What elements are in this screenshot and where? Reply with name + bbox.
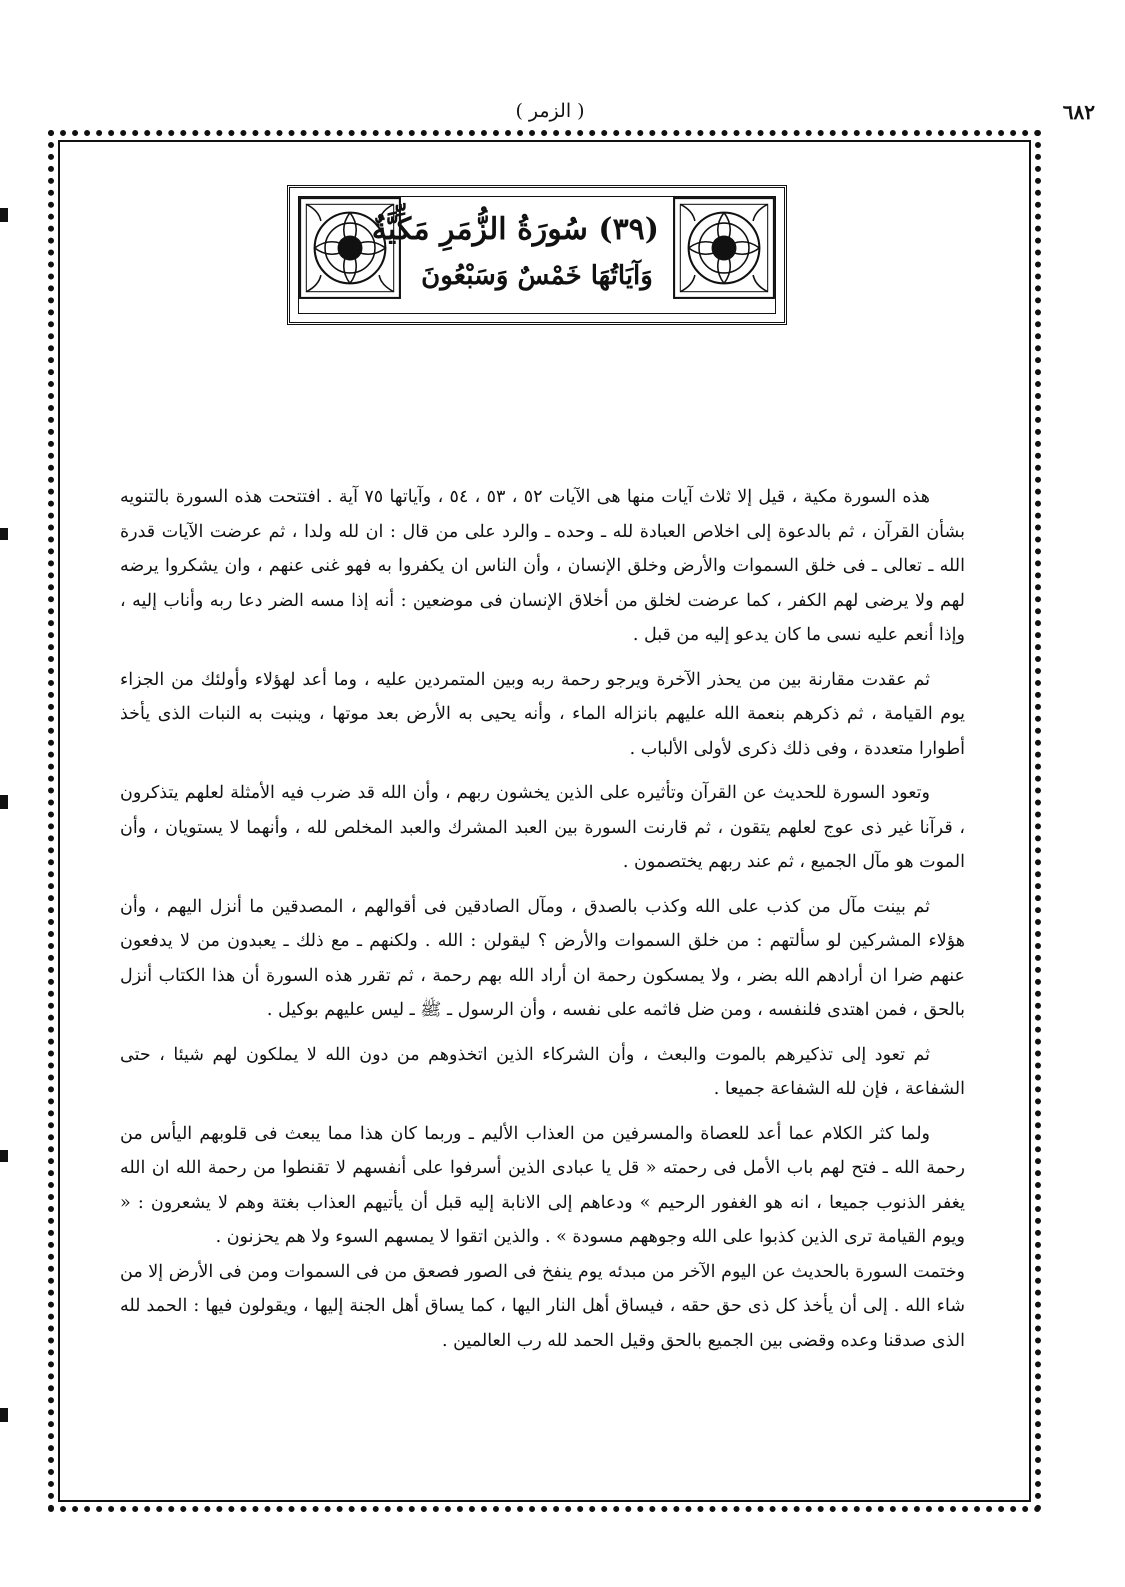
surah-verse-count: وَآيَاتُهَا خَمْسٌ وَسَبْعُونَ bbox=[421, 261, 653, 291]
running-title: ( الزمر ) bbox=[515, 100, 585, 122]
page-number: ٦٨٢ bbox=[1062, 100, 1095, 124]
margin-mark bbox=[0, 208, 8, 222]
paragraph: ولما كثر الكلام عما أعد للعصاة والمسرفين من العذاب الأليم ـ وربما كان هذا مما يبعث فى قلوبهم اليأس من رحمة الله ـ فتح لهم باب الأمل فى رحمته « قل يا عبادى الذين أسرفوا على أنفسهم لا تقنطوا من رحمة الله ان الله يغفر الذنوب جميعا ، انه هو الغفور الرحيم » ودعاهم إلى الانابة إليه قبل أن يأتيهم العذاب بغتة وهم لا يشعرون : « ويوم القيامة ترى الذين كذبوا على الله وجوههم مسودة » . والذين اتقوا لا يمسهم السوء ولا هم يحزنون . bbox=[120, 1123, 965, 1247]
paragraph: هذه السورة مكية ، قيل إلا ثلاث آيات منها هى الآيات ٥٢ ، ٥٣ ، ٥٤ ، وآياتها ٧٥ آية . افتتحت هذه السورة بالتنويه بشأن القرآن ، ثم بالدعوة إلى اخلاص العبادة لله ـ وحده ـ والرد على من قال : ان لله ولدا ، ثم عرضت الآيات قدرة الله ـ تعالى ـ فى خلق السموات والأرض وخلق الإنسان ، وأن الناس ان يكفروا به فهو غنى عنهم ، وان يشكروا يرضه لهم ولا يرضى لهم الكفر ، كما عرضت لخلق من أخلاق الإنسان فى موضعين : أنه إذا مسه الضر دعا ربه وأناب إليه ، وإذا أنعم عليه نسى ما كان يدعو إليه من قبل . bbox=[120, 487, 965, 645]
paragraph: ثم عقدت مقارنة بين من يحذر الآخرة ويرجو رحمة ربه وبين المتمردين عليه ، وما أعد لهؤلاء وأولئك من الجزاء يوم القيامة ، ثم ذكرهم بنعمة الله عليهم بانزاله الماء ، وأنه يحيى به الأرض بعد موتها ، وينبت به النبات الذى يأخذ أطوارا متعددة ، وفى ذلك ذكرى لأولى الألباب . bbox=[120, 669, 965, 759]
surah-title-area bbox=[371, 206, 659, 308]
margin-mark bbox=[0, 528, 8, 540]
paragraph: وتعود السورة للحديث عن القرآن وتأثيره على الذين يخشون ربهم ، وأن الله قد ضرب فيه الأمثلة لعلهم يتذكرون ، قرآنا غير ذى عوج لعلهم يتقون ، ثم قارنت السورة بين العبد المشرك والعبد المخلص لله ، وأنهما لا يستويان ، وأن الموت هو مآل الجميع ، ثم عند ربهم يختصمون . bbox=[120, 783, 965, 872]
surah-title: (٣٩) سُورَةُ الزُّمَرِ مَكِّيَّةٌ bbox=[371, 212, 659, 247]
paragraph: ثم بينت مآل من كذب على الله وكذب بالصدق ، ومآل الصادقين فى أقوالهم ، المصدقين ما أنزل اليهم ، وأن هؤلاء المشركين لو سألتهم : من خلق السموات والأرض ؟ ليقولن : الله . ولكنهم ـ مع ذلك ـ يعبدون من لا يدفعون عنهم ضرا ان أرادهم الله بضر ، ولا يمسكون رحمة ان أراد الله بهم رحمة ، ثم تقرر هذه السورة أن هذا الكتاب أنزل بالحق ، فمن اهتدى فلنفسه ، ومن ضل فاثمه على نفسه ، وأن الرسول ـ ﷺ ـ ليس عليهم بوكيل . bbox=[120, 896, 965, 1020]
surah-header-panel bbox=[287, 185, 787, 325]
margin-mark bbox=[0, 795, 8, 809]
margin-mark bbox=[0, 1408, 8, 1422]
paragraph: ثم تعود إلى تذكيرهم بالموت والبعث ، وأن الشركاء الذين اتخذوهم من دون الله لا يملكون لهم شيئا ، حتى الشفاعة ، فإن لله الشفاعة جميعا . bbox=[120, 1044, 965, 1099]
arabesque-ornament-icon bbox=[672, 196, 776, 300]
surah-introduction-text bbox=[120, 480, 965, 1368]
margin-mark bbox=[0, 1150, 8, 1162]
paragraph: وختمت السورة بالحديث عن اليوم الآخر من مبدئه يوم ينفخ فى الصور فصعق من فى السموات ومن فى الأرض إلا من شاء الله . إلى أن يأخذ كل ذى حق حقه ، فيساق أهل النار اليها ، كما يساق أهل الجنة إليها ، ويقولون فيها : الحمد لله الذى صدقنا وعده وقضى بين الجميع بالحق وقيل الحمد لله رب العالمين . bbox=[120, 1261, 965, 1351]
